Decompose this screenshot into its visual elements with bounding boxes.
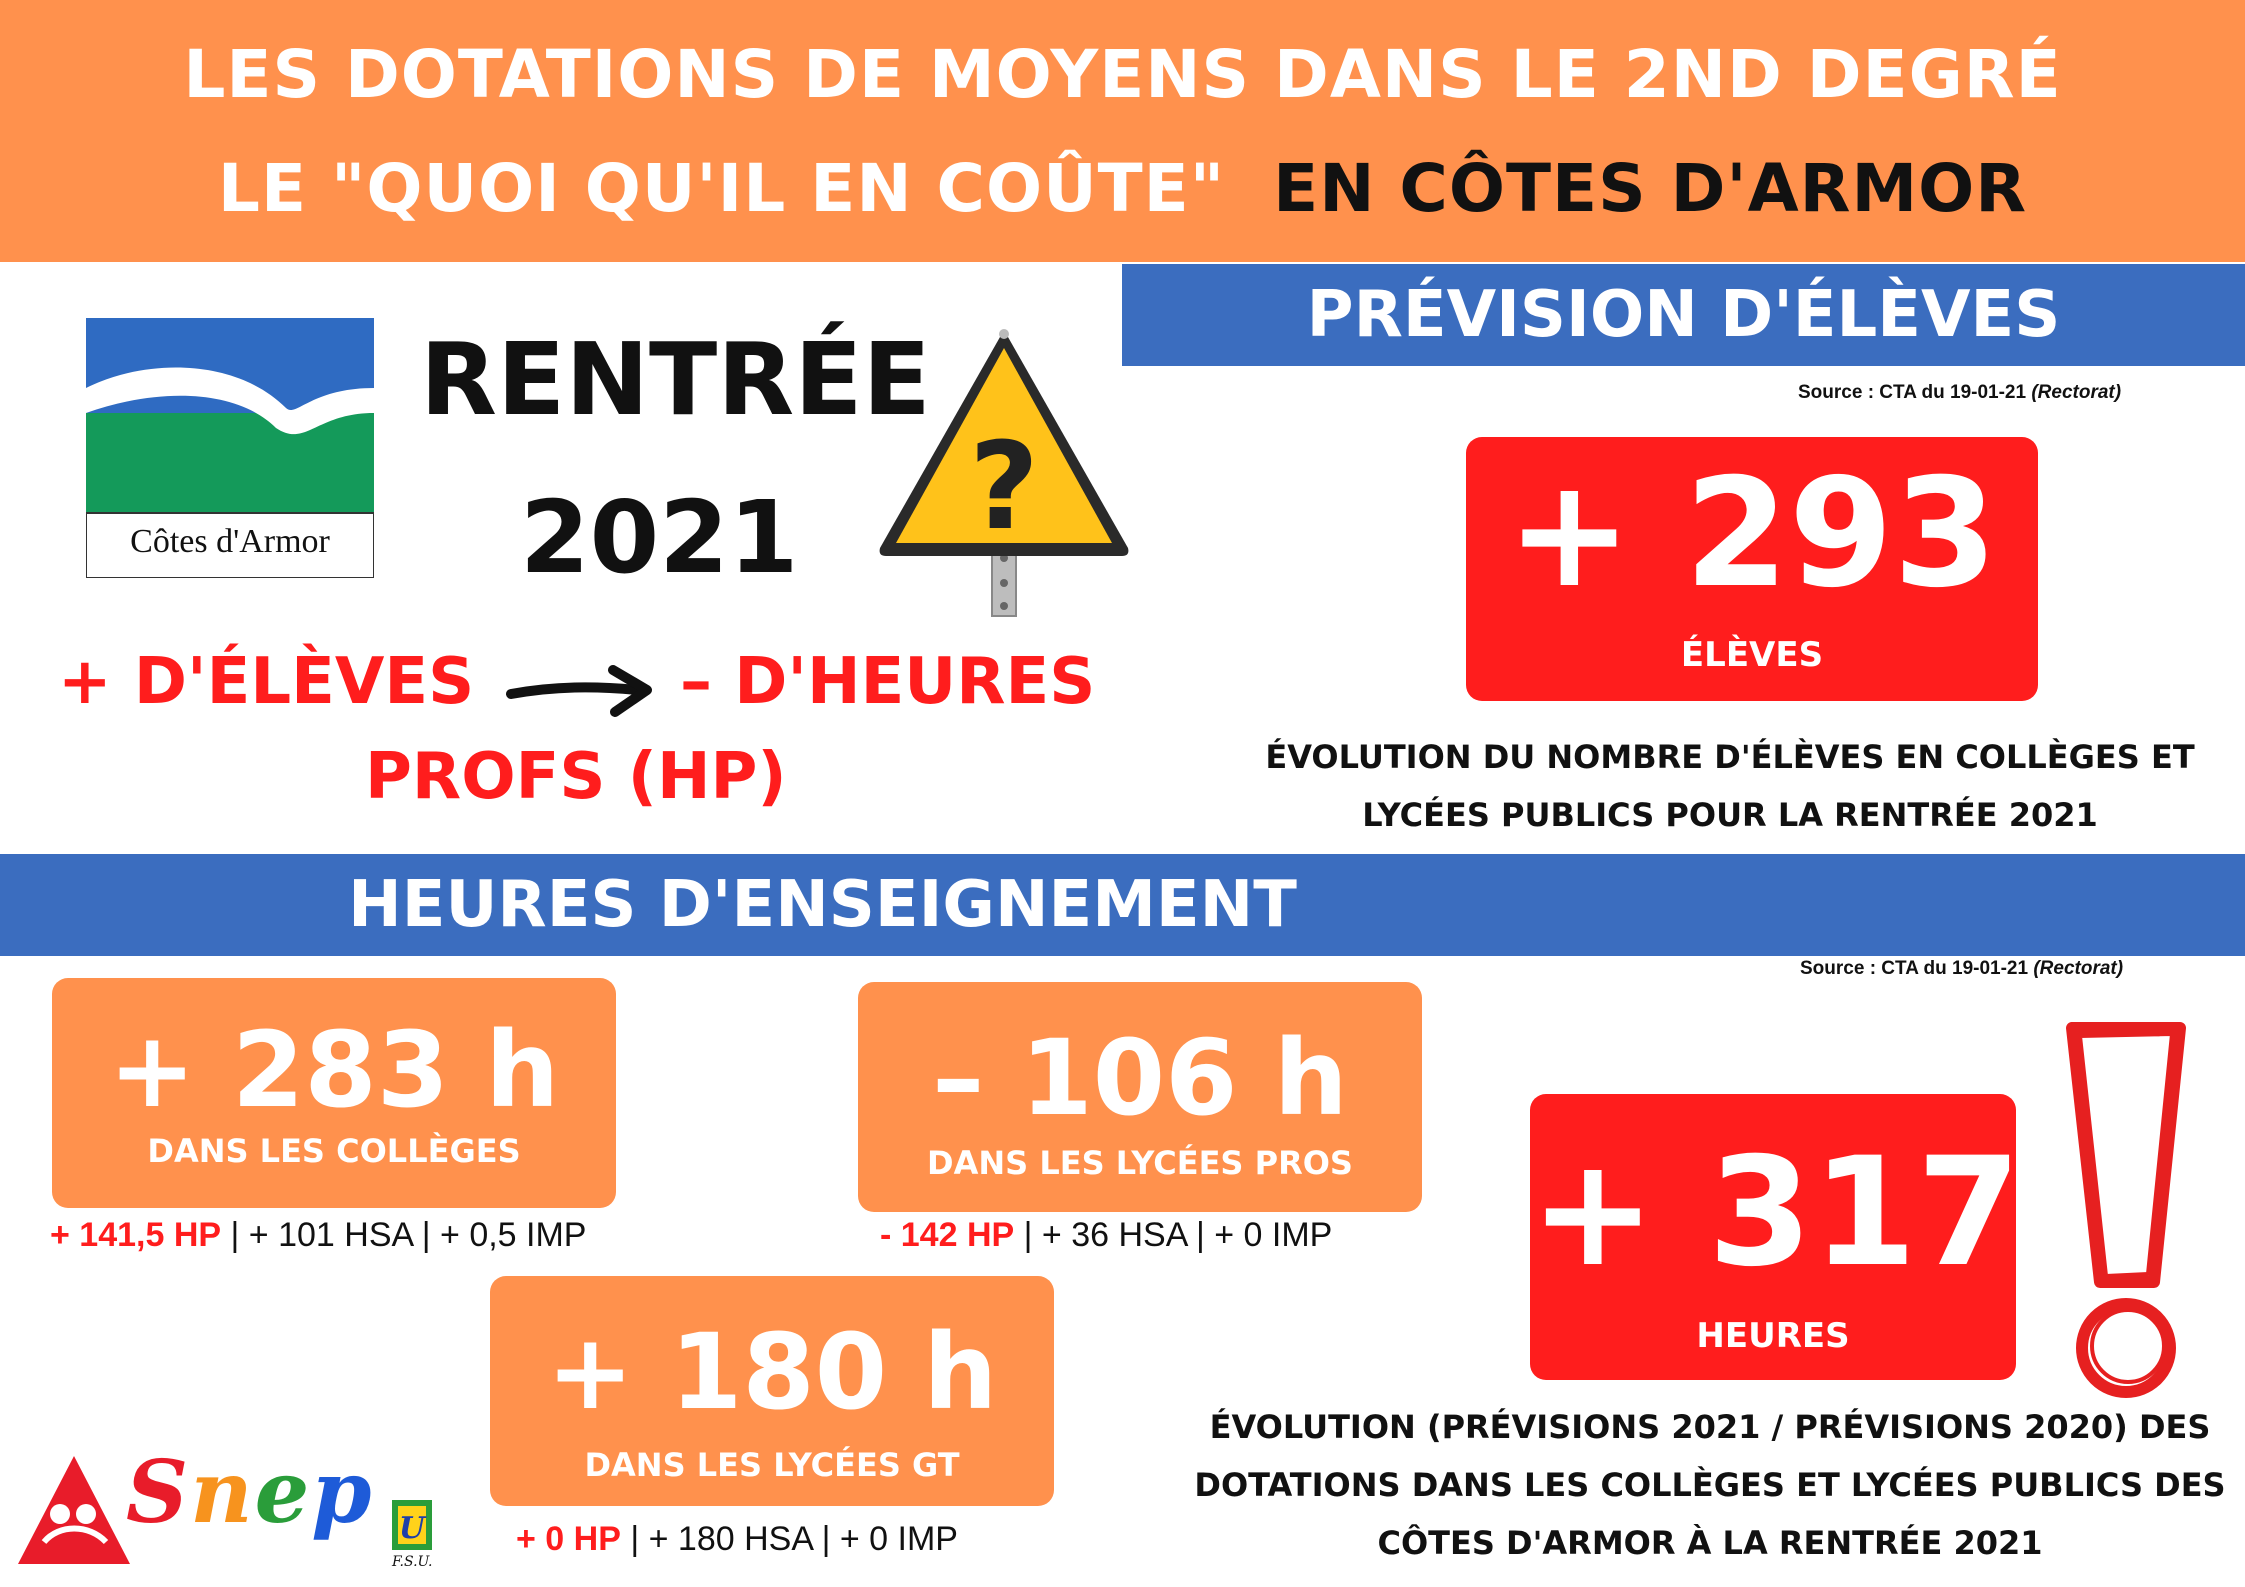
lycees-gt-value: + 180 h bbox=[546, 1311, 998, 1433]
heures-source: Source : CTA du 19-01-21 (Rectorat) bbox=[1800, 958, 2124, 979]
lycees-pros-value: – 106 h bbox=[932, 1017, 1348, 1139]
profs-hp-label: PROFS (HP) bbox=[365, 740, 787, 814]
hours-total-unit: HEURES bbox=[1696, 1316, 1850, 1356]
title-line-2-dark: EN CÔTES D'ARMOR bbox=[1273, 150, 2028, 227]
fsu-label: F.S.U. bbox=[392, 1554, 433, 1570]
students-caption: ÉVOLUTION DU NOMBRE D'ÉLÈVES EN COLLÈGES ET LYCÉES PUBLICS POUR LA RENTRÉE 2021 bbox=[1265, 738, 2195, 834]
snep-triangle-icon bbox=[14, 1452, 134, 1572]
svg-text:?: ? bbox=[969, 418, 1039, 557]
hours-caption: ÉVOLUTION (PRÉVISIONS 2021 / PRÉVISIONS 2020) DES DOTATIONS DANS LES COLLÈGES ET LYCÉES PUBLICS DES CÔTES D'ARMOR À LA RENTRÉE 2021 bbox=[1194, 1408, 2226, 1562]
colleges-label: DANS LES COLLÈGES bbox=[147, 1132, 521, 1170]
hours-total-box bbox=[1530, 1094, 2022, 1380]
lycees-pros-box bbox=[858, 982, 1422, 1212]
fsu-logo bbox=[392, 1500, 450, 1580]
lycees-gt-breakdown: + 0 HP | + 180 HSA | + 0 IMP bbox=[516, 1520, 958, 1558]
title-line-2-white: LE "QUOI QU'IL EN COÛTE" bbox=[217, 150, 1226, 227]
lycees-pros-label: DANS LES LYCÉES PROS bbox=[927, 1144, 1353, 1182]
header-banner bbox=[0, 0, 2245, 262]
rentree-title: RENTRÉE bbox=[420, 321, 931, 438]
rentree-year: 2021 bbox=[520, 479, 799, 596]
lycees-gt-label: DANS LES LYCÉES GT bbox=[584, 1446, 960, 1484]
fewer-hours-label: – D'HEURES bbox=[680, 645, 1096, 719]
title-line-2 bbox=[0, 150, 2245, 227]
heures-band: HEURES D'ENSEIGNEMENT bbox=[0, 854, 2245, 956]
more-students-label: + D'ÉLÈVES bbox=[58, 645, 475, 719]
cotes-darmor-logo bbox=[86, 318, 374, 578]
snep-logo bbox=[14, 1442, 454, 1582]
svg-text:U: U bbox=[398, 1511, 426, 1546]
prevision-source: Source : CTA du 19-01-21 (Rectorat) bbox=[1798, 382, 2122, 403]
fsu-emblem-icon bbox=[392, 1500, 432, 1550]
students-total-unit: ÉLÈVES bbox=[1680, 635, 1824, 675]
snep-wordmark: Snep bbox=[126, 1442, 374, 1543]
students-total-box bbox=[1466, 437, 2038, 701]
warning-sign-icon bbox=[872, 318, 1136, 618]
lycees-pros-breakdown: - 142 HP | + 36 HSA | + 0 IMP bbox=[880, 1216, 1333, 1254]
students-total-value: + 293 bbox=[1506, 447, 1998, 621]
colleges-box bbox=[52, 978, 616, 1208]
colleges-breakdown: + 141,5 HP | + 101 HSA | + 0,5 IMP bbox=[50, 1216, 587, 1254]
title-line-1: LES DOTATIONS DE MOYENS DANS LE 2ND DEGRÉ bbox=[183, 36, 2062, 113]
colleges-value: + 283 h bbox=[108, 1009, 560, 1131]
exclamation-mark-icon bbox=[2056, 1022, 2196, 1402]
prevision-band: PRÉVISION D'ÉLÈVES bbox=[1122, 264, 2245, 366]
hours-total-value: + 317 bbox=[1530, 1126, 2022, 1300]
lycees-gt-box bbox=[490, 1276, 1054, 1506]
cotes-darmor-logo-label: Côtes d'Armor bbox=[130, 523, 330, 560]
arrow-right-icon bbox=[505, 660, 655, 720]
